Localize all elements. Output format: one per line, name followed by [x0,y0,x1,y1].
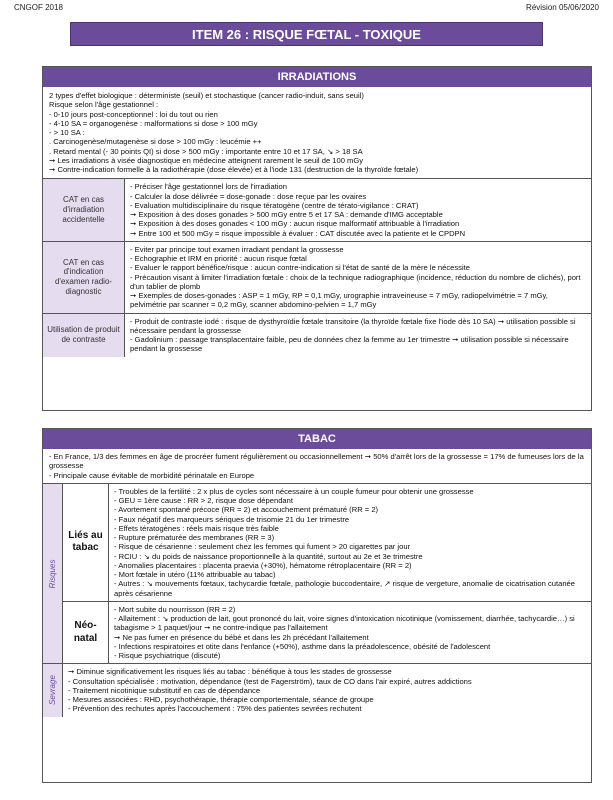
tabac-section [42,428,592,783]
text-line: - Préciser l'âge gestationnel lors de l'irradiation [130,182,287,192]
text-line: - Consultation spécialisée : motivation, dépendance (test de Fagerström), taux de CO dans l'air expiré, autres addictions [68,676,472,686]
neo-row [63,602,591,664]
sevrage-label: Sevrage [47,675,57,706]
text-line: Risque selon l'âge gestationnel : [49,100,159,110]
text-line: - Effets tératogènes : réels mais risque très faible [114,523,279,533]
text-line: - > 10 SA : [49,128,85,137]
text-line: ➞ Exposition à des doses gonades > 500 mGy entre 5 et 17 SA : demande d'IMG acceptable [130,210,443,219]
text-line: - Avortement spontané précoce (RR = 2) et accouchement prématuré (RR = 2) [114,505,379,515]
page-title: ITEM 26 : RISQUE FŒTAL - TOXIQUE [70,22,543,46]
text-line: - Produit de contraste iodé : risque de dysthyroïdie fœtale transitoire (la thyroïde fœtale fixe l'iode dès 10 SA) ➞ utilisation possible si nécessaire pendant la grossesse [130,316,576,335]
text-line: - RCIU : ↘ du poids de naissance proportionnelle à la quantité, surtout au 2e et 3e trimestre [114,551,423,561]
irradiations-intro [43,87,591,179]
tabac-intro [43,449,591,484]
text-line: - GEU = 1ère cause : RR > 2, risque dose dépendant [114,496,293,505]
text-line: - Eviter par principe tout examen irradiant pendant la grossesse [130,244,344,254]
irradiations-rows [43,179,591,356]
text-line: - Traitement nicotinique substitutif en cas de dépendance [68,685,261,695]
row-content [125,314,591,357]
irradiation-row [43,314,591,357]
text-line: ➞ Contre-indication formelle à la radiothérapie (dose élevée) et à l'iode 131 (destruction de la thyroïde fœtale) [49,165,419,174]
sevrage-content [63,664,591,716]
text-line: - Mort subite du nourrisson (RR = 2) [114,604,236,614]
text-line: - Allaitement : ↘ production de lait, gout prononcé du lait, voire signes d'intoxication nicotinique (vomissement, diarrhée, tachycardie…) si tabagisme > 1 paquet/jour ➞ ne contre-indique pas l'allaitement [114,614,575,633]
text-line: - Mesures associées : RHD, psychothérapie, thérapie comportementale, séance de groupe [68,695,374,704]
text-line: - Troubles de la fertilité : 2 x plus de cycles sont nécessaire à un couple fumeur pour obtenir une grossesse [114,486,474,496]
row-content [125,242,591,313]
row-label: CAT en cas d'irradiation accidentelle [43,179,125,241]
irradiation-row [43,242,591,314]
text-line: ➞ Exposition à des doses gonades < 100 mGy : aucun risque malformatif attribuable à l'irradiation [130,219,460,229]
row-content [125,179,591,241]
header-right: Révision 05/06/2020 [526,3,599,12]
text-line: - Prévention des rechutes après l'accouchement : 75% des patientes sevrées rechutent [68,704,362,714]
text-line: - Précaution visant à limiter l'irradiation fœtale : choix de la technique radiographique (incidence, réduction du nombre de clichés), port d'un tablier de plomb [130,272,581,291]
text-line: - Infections respiratoires et otite dans l'enfance (+50%), asthme dans la préadolescence, obésité de l'adolescent [114,641,491,651]
text-line: - Anomalies placentaires : placenta praevia (+30%), hématome rétroplacentaire (RR = 2) [114,560,412,570]
text-line: ➞ Exemples de doses-gonades : ASP = 1 mGy, RP = 0,1 mGy, urographie intraveineuse = 7 mGy, radiopelvimétrie = 7 mGy, pelvimétrie par scanner = 0,2 mGy, scanner abdomino-pelvien = 1,7 mGy [130,291,548,310]
sevrage-label-cell [43,664,63,716]
text-line: ➞ Diminue significativement les risques liés au tabac : bénéfique à tous les stades de grossesse [68,667,392,677]
page-header [14,3,599,15]
header-left: CNGOF 2018 [14,3,63,12]
text-line: - Rupture prématurée des membranes (RR = 3) [114,533,275,542]
text-line: . Carcinogenèse/mutagenèse si dose > 100 mGy : leucémie ++ [49,137,262,147]
text-line: - Autres : ↘ mouvements fœtaux, tachycardie fœtale, pathologie buccodentaire, ↗ risque de vergeture, anomalie de cicatrisation cutanée après césarienne [114,579,575,598]
lies-row [63,484,591,602]
text-line: - Risque psychiatrique (discuté) [114,651,221,660]
row-label: CAT en cas d'indication d'examen radio-diagnostic [43,242,125,313]
lies-content [109,484,591,601]
text-line: ➞ Entre 100 et 500 mGy = risque impossible à évaluer : CAT discutée avec la patiente et le CPDPN [130,228,466,238]
irradiation-row [43,179,591,242]
neo-label: Néo-natal [63,602,109,664]
sevrage-block [43,664,591,716]
text-line: - En France, 1/3 des femmes en âge de procréer fument régulièrement ou occasionnellement ➞ 50% d'arrêt lors de la grossesse = 17% de fumeuses lors de la grossesse [49,452,584,471]
text-line: ➞ Les irradiations à visée diagnostique en médecine atteignent rarement le seuil de 100 mGy [49,155,364,165]
text-line: - Risque de césarienne : seulement chez les femmes qui fument > 20 cigarettes par jour [114,542,411,552]
text-line: - Mort fœtale in utéro (11% attribuable au tabac) [114,570,276,579]
text-line: 2 types d'effet biologique : déterministe (seuil) et stochastique (cancer radio-induit, sans seuil) [49,91,364,100]
lies-label: Liés au tabac [63,484,109,601]
tabac-band: TABAC [43,429,591,449]
text-line: . Retard mental (- 30 points QI) si dose > 500 mGy : importante entre 10 et 17 SA, ↘ > 18 SA [49,146,363,156]
risques-label-cell [43,484,63,664]
row-label: Utilisation de produit de contraste [43,314,125,357]
irradiations-section [42,66,592,411]
text-line: - Faux négatif des marqueurs sériques de trisomie 21 du 1er trimestre [114,514,350,524]
text-line: - 0-10 jours post-conceptionnel : loi du tout ou rien [49,109,218,119]
irradiations-band: IRRADIATIONS [43,67,591,87]
text-line: - Evaluer le rapport bénéfice/risque : aucun contre-indication si l'état de santé de la mère le nécessite [130,263,470,273]
risques-block [43,484,591,665]
text-line: ➞ Ne pas fumer en présence du bébé et dans les 2h précédant l'allaitement [114,632,369,642]
text-line: - Evaluation multidisciplinaire du risque tératogène (centre de térato-vigilance : CRAT) [130,200,419,210]
text-line: - Calculer la dose délivrée = dose-gonade : dose reçue par les ovaires [130,191,367,201]
text-line: - Gadolinium : passage transplacentaire faible, peu de données chez la femme au 1er trimestre ➞ utilisation possible si nécessaire pendant la grossesse [130,335,569,354]
risques-label: Risques [47,559,57,588]
text-line: - Echographie et IRM en priorité : aucun risque fœtal [130,254,307,263]
text-line: - Principale cause évitable de morbidité périnatale en Europe [49,470,255,480]
text-line: - 4-10 SA = organogenèse : malformations si dose > 100 mGy [49,118,258,128]
neo-content [109,602,591,664]
